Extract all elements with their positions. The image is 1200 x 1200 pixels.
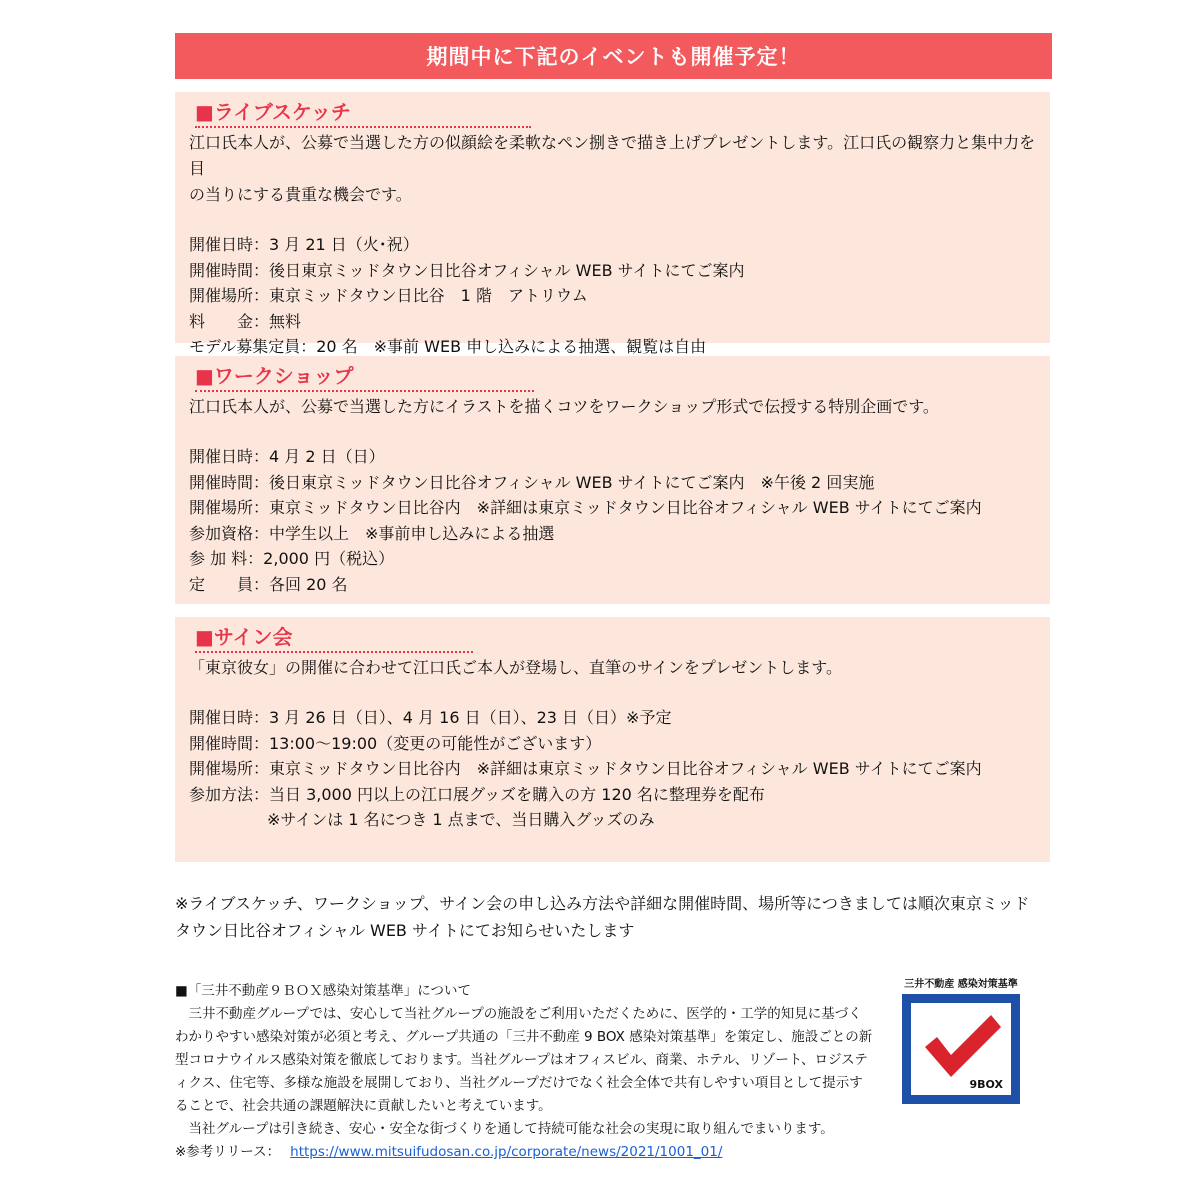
live-sketch-title: ■ライブスケッチ (195, 98, 531, 128)
workshop-date: 開催日時：4 月 2 日（日） (189, 447, 385, 466)
logo-label: 9BOX (969, 1078, 1003, 1091)
signing-section (175, 617, 1050, 862)
logo-caption: 三井不動産 感染対策基準 (904, 979, 1018, 990)
reference-link[interactable]: https://www.mitsuifudosan.co.jp/corporate/news/2021/1001_01/ (290, 1144, 723, 1160)
live-sketch-fee: 料 金：無料 (189, 311, 302, 331)
signing-description: 「東京彼女」の開催に合わせて江口氏ご本人が登場し、直筆のサインをプレゼントします。 (189, 658, 842, 677)
live-sketch-section (175, 92, 1050, 356)
signing-time: 開催時間：13:00～19:00（変更の可能性がございます） (189, 733, 602, 753)
live-sketch-time: 開催時間：後日東京ミッドタウン日比谷オフィシャル WEB サイトにてご案内 (189, 260, 745, 280)
live-sketch-capacity: モデル募集定員：20 名 ※事前 WEB 申し込みによる抽選、観覧は自由 (189, 337, 707, 356)
signing-title: ■サイン会 (195, 623, 473, 653)
live-sketch-description-line: の当りにする貴重な機会です。 (189, 185, 412, 204)
signing-date: 開催日時：3 月 26 日（日）、4 月 16 日（日）、23 日（日）※予定 (189, 708, 672, 727)
workshop-eligibility: 参加資格：中学生以上 ※事前申し込みによる抽選 (189, 523, 555, 543)
workshop-time: 開催時間：後日東京ミッドタウン日比谷オフィシャル WEB サイトにてご案内 ※午後 2 回実施 (189, 472, 875, 492)
live-sketch-description (189, 130, 1040, 208)
infection-standard-heading: ■「三井不動産９ＢＯＸ感染対策基準」について (175, 983, 471, 999)
live-sketch-date: 開催日時：3 月 21 日（火･祝） (189, 235, 419, 254)
logo-frame (902, 994, 1020, 1104)
workshop-capacity: 定 員：各回 20 名 (189, 574, 348, 594)
infection-standard-section (175, 980, 875, 1164)
signing-venue: 開催場所：東京ミッドタウン日比谷内 ※詳細は東京ミッドタウン日比谷オフィシャル WEB サイトにてご案内 (189, 759, 982, 778)
workshop-description: 江口氏本人が、公募で当選した方にイラストを描くコツをワークショップ形式で伝授する特別企画です。 (189, 397, 939, 416)
reference-release (175, 1141, 875, 1164)
workshop-venue: 開催場所：東京ミッドタウン日比谷内 ※詳細は東京ミッドタウン日比谷オフィシャル WEB サイトにてご案内 (189, 498, 982, 517)
infection-standard-paragraph: 当社グループは引き続き、安心・安全な街づくりを通して持続可能な社会の実現に取り組んでまいります。 (188, 1121, 834, 1137)
reference-label: ※参考リリース： (175, 1144, 281, 1160)
live-sketch-description-line: 江口氏本人が、公募で当選した方の似顔絵を柔軟なペン捌きで描き上げプレゼントします。江口氏の観察力と集中力を目 (189, 133, 1036, 178)
event-banner: 期間中に下記のイベントも開催予定！ (175, 33, 1052, 79)
infection-standard-paragraph: 三井不動産グループでは、安心して当社グループの施設をご利用いただくために、医学的・工学的知見に基づくわかりやすい感染対策が必須と考え、グループ共通の「三井不動産 9 BOX 感染対策基準」を策定し、施設ごとの新型コロナウイルス感染対策を徹底しております。当社グループはオフィスビル、商業、ホテル、リゾート、ロジスティクス、住宅等、多様な施設を展開しており、当社グループだけでなく社会全体で共有しやすい項目として提示することで、社会共通の課題解決に貢献したいと考えています。 (175, 1006, 873, 1114)
workshop-fee: 参 加 料：2,000 円（税込） (189, 549, 395, 568)
logo-inner (911, 1003, 1011, 1095)
application-note: ※ライブスケッチ、ワークショップ、サイン会の申し込み方法や詳細な開催時間、場所等につきましては順次東京ミッドタウン日比谷オフィシャル WEB サイトにてお知らせいたします (175, 894, 1030, 940)
9box-logo (902, 978, 1020, 1106)
workshop-section (175, 356, 1050, 604)
live-sketch-venue: 開催場所：東京ミッドタウン日比谷 1 階 アトリウム (189, 286, 588, 305)
signing-method-note: ※サインは 1 名につき 1 点まで、当日購入グッズのみ (267, 810, 655, 829)
workshop-title: ■ワークショップ (195, 362, 534, 392)
signing-method: 参加方法：当日 3,000 円以上の江口展グッズを購入の方 120 名に整理券を配布 (189, 784, 765, 804)
